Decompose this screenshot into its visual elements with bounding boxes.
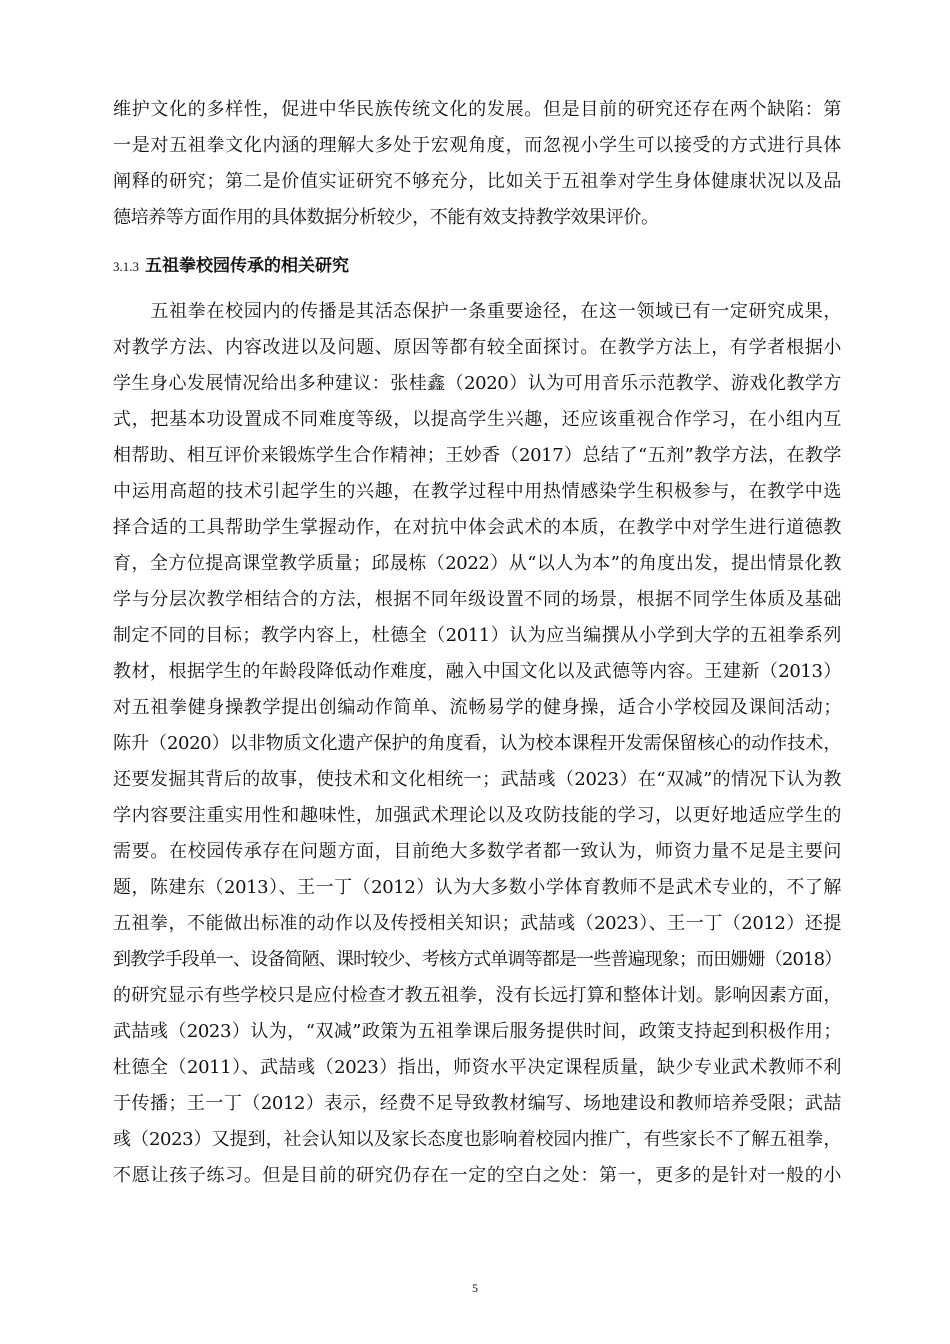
paragraph-line: 的研究显示有些学校只是应付检查才教五祖拳，没有长远打算和整体计划。影响因素方面， [113, 985, 841, 1006]
paragraph-line: 德培养等方面作用的具体数据分析较少，不能有效支持教学效果评价。 [113, 207, 659, 228]
paragraph-line: 题，陈建东（2013）、王一丁（2012）认为大多数小学体育教师不是武术专业的，不了解 [113, 877, 841, 898]
paragraph-line: 学生身心发展情况给出多种建议：张桂鑫（2020）认为可用音乐示范教学、游戏化教学方 [113, 373, 841, 394]
paragraph-line: 相帮助、相互评价来锻炼学生合作精神；王妙香（2017）总结了“五剂”教学方法，在教学 [113, 445, 841, 466]
intro-paragraph [113, 92, 841, 236]
paragraph-line: 对教学方法、内容改进以及问题、原因等都有较全面探讨。在教学方法上，有学者根据小 [113, 337, 841, 358]
paragraph-line: 于传播；王一丁（2012）表示，经费不足导致教材编写、场地建设和教师培养受限；武喆 [113, 1093, 841, 1114]
paragraph-line: 对五祖拳健身操教学提出创编动作简单、流畅易学的健身操，适合小学校园及课间活动； [113, 697, 841, 718]
paragraph-line: 武喆彧（2023）认为，“双减”政策为五祖拳课后服务提供时间，政策支持起到积极作用； [113, 1021, 841, 1042]
paragraph-line: 五祖拳，不能做出标准的动作以及传授相关知识；武喆彧（2023）、王一丁（2012）还提 [113, 913, 841, 934]
paragraph-line: 陈升（2020）以非物质文化遗产保护的角度看，认为校本课程开发需保留核心的动作技术， [113, 733, 841, 754]
paragraph-line: 还要发掘其背后的故事，使技术和文化相统一；武喆彧（2023）在“双减”的情况下认为教 [113, 769, 841, 790]
page-number: 5 [472, 1281, 478, 1295]
paragraph-line: 杜德全（2011）、武喆彧（2023）指出，师资水平决定课程质量，缺少专业武术教师不利 [113, 1057, 841, 1078]
paragraph-line: 阐释的研究；第二是价值实证研究不够充分，比如关于五祖拳对学生身体健康状况以及品 [113, 171, 841, 192]
section-heading [113, 248, 841, 284]
paragraph-line: 中运用高超的技术引起学生的兴趣，在教学过程中用热情感染学生积极参与，在教学中选 [113, 481, 841, 502]
paragraph-line: 式，把基本功设置成不同难度等级，以提高学生兴趣，还应该重视合作学习，在小组内互 [113, 409, 841, 430]
paragraph-line: 五祖拳在校园内的传播是其活态保护一条重要途径，在这一领域已有一定研究成果， [113, 301, 841, 322]
paragraph-line: 制定不同的目标；教学内容上，杜德全（2011）认为应当编撰从小学到大学的五祖拳系列 [113, 625, 841, 646]
paragraph-line: 彧（2023）又提到，社会认知以及家长态度也影响着校园内推广，有些家长不了解五祖拳， [113, 1129, 841, 1150]
paragraph-line: 到教学手段单一、设备简陋、课时较少、考核方式单调等都是一些普遍现象；而田姗姗（2018） [113, 949, 842, 970]
paragraph-line: 择合适的工具帮助学生掌握动作，在对抗中体会武术的本质，在教学中对学生进行道德教 [113, 517, 841, 538]
paragraph-line: 一是对五祖拳文化内涵的理解大多处于宏观角度，而忽视小学生可以接受的方式进行具体 [113, 135, 841, 156]
paragraph-line: 教材，根据学生的年龄段降低动作难度，融入中国文化以及武德等内容。王建新（2013） [113, 661, 841, 682]
paragraph-line: 不愿让孩子练习。但是目前的研究仍存在一定的空白之处：第一，更多的是针对一般的小 [113, 1165, 841, 1186]
paragraph-line: 育，全方位提高课堂教学质量；邱晟栋（2022）从“以人为本”的角度出发，提出情景化教 [113, 553, 841, 574]
page-body [113, 92, 841, 1194]
section-title: 五祖拳校园传承的相关研究 [145, 256, 349, 276]
section-number: 3.1.3 [113, 259, 139, 274]
paragraph-line: 学与分层次教学相结合的方法，根据不同年级设置不同的场景，根据不同学生体质及基础 [113, 589, 841, 610]
paragraph-line: 维护文化的多样性，促进中华民族传统文化的发展。但是目前的研究还存在两个缺陷：第 [113, 99, 841, 120]
paragraph-line: 需要。在校园传承存在问题方面，目前绝大多数学者都一致认为，师资力量不足是主要问 [113, 841, 841, 862]
main-paragraph [113, 294, 841, 1194]
paragraph-line: 学内容要注重实用性和趣味性，加强武术理论以及攻防技能的学习，以更好地适应学生的 [113, 805, 841, 826]
